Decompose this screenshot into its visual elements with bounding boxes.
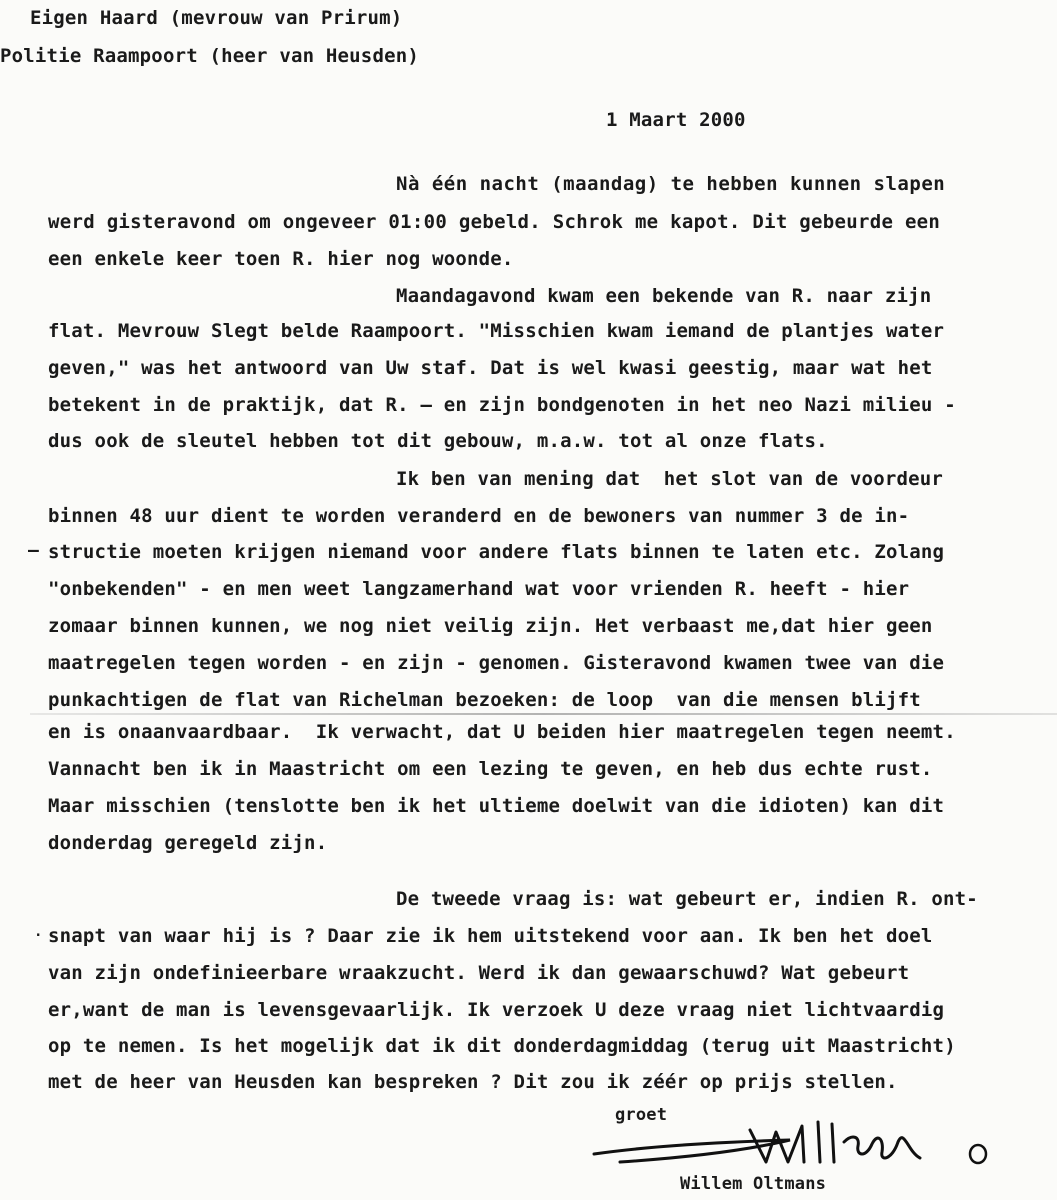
handwritten-signature-icon <box>590 1112 990 1172</box>
body-line: Vannacht ben ik in Maastricht om een lezing te geven, en heb dus echte rust. <box>48 758 933 780</box>
body-line: en is onaanvaardbaar. Ik verwacht, dat U beiden hier maatregelen tegen neemt. <box>48 721 956 743</box>
body-line: op te nemen. Is het mogelijk dat ik dit donderdagmiddag (terug uit Maastricht) <box>48 1035 956 1057</box>
body-line: Nà één nacht (maandag) te hebben kunnen slapen <box>396 173 946 195</box>
body-line: De tweede vraag is: wat gebeurt er, indien R. ont- <box>396 888 978 910</box>
body-line: flat. Mevrouw Slegt belde Raampoort. "Misschien kwam iemand de plantjes water <box>48 320 945 342</box>
body-line: zomaar binnen kunnen, we nog niet veilig zijn. Het verbaast me,dat hier geen <box>48 615 933 637</box>
body-line: werd gisteravond om ongeveer 01:00 gebeld. Schrok me kapot. Dit gebeurde een <box>48 211 941 233</box>
body-line: geven," was het antwoord van Uw staf. Dat is wel kwasi geestig, maar wat het <box>48 357 933 379</box>
body-line: dus ook de sleutel hebben tot dit gebouw, m.a.w. tot al onze flats. <box>48 430 828 452</box>
body-line: betekent in de praktijk, dat R. — en zijn bondgenoten in het neo Nazi milieu - <box>48 394 956 416</box>
body-line: Maandagavond kwam een bekende van R. naar zijn <box>396 285 932 307</box>
body-line: snapt van waar hij is ? Daar zie ik hem uitstekend voor aan. Ik ben het doel <box>48 925 933 947</box>
margin-dash-mark: — <box>28 540 39 561</box>
body-line: "onbekenden" - en men weet langzamerhand wat voor vrienden R. heeft - hier <box>48 578 910 600</box>
closing-greeting: groet <box>615 1105 668 1125</box>
addressee-line-2: Politie Raampoort (heer van Heusden) <box>0 45 420 67</box>
addressee-line-1: Eigen Haard (mevrouw van Prirum) <box>30 7 403 29</box>
body-line: een enkele keer toen R. hier nog woonde. <box>48 248 514 270</box>
signature-name: Willem Oltmans <box>680 1174 827 1194</box>
margin-dot-mark: . <box>34 924 43 940</box>
body-line: er,want de man is levensgevaarlijk. Ik verzoek U deze vraag niet lichtvaardig <box>48 999 945 1021</box>
body-line: Maar misschien (tenslotte ben ik het ultieme doelwit van die idioten) kan dit <box>48 795 945 817</box>
scan-fold-line <box>30 713 1057 715</box>
letter-date: 1 Maart 2000 <box>606 109 746 131</box>
body-line: punkachtigen de flat van Richelman bezoeken: de loop van die mensen blijft <box>48 689 921 711</box>
body-line: structie moeten krijgen niemand voor andere flats binnen te laten etc. Zolang <box>48 541 945 563</box>
body-line: met de heer van Heusden kan bespreken ? Dit zou ik zéér op prijs stellen. <box>48 1071 898 1093</box>
body-line: maatregelen tegen worden - en zijn - genomen. Gisteravond kwamen twee van die <box>48 652 945 674</box>
body-line: van zijn ondefinieerbare wraakzucht. Werd ik dan gewaarschuwd? Wat gebeurt <box>48 962 910 984</box>
body-line: donderdag geregeld zijn. <box>48 832 328 854</box>
body-line: Ik ben van mening dat het slot van de voordeur <box>396 468 944 490</box>
body-line: binnen 48 uur dient te worden veranderd en de bewoners van nummer 3 de in- <box>48 505 910 527</box>
